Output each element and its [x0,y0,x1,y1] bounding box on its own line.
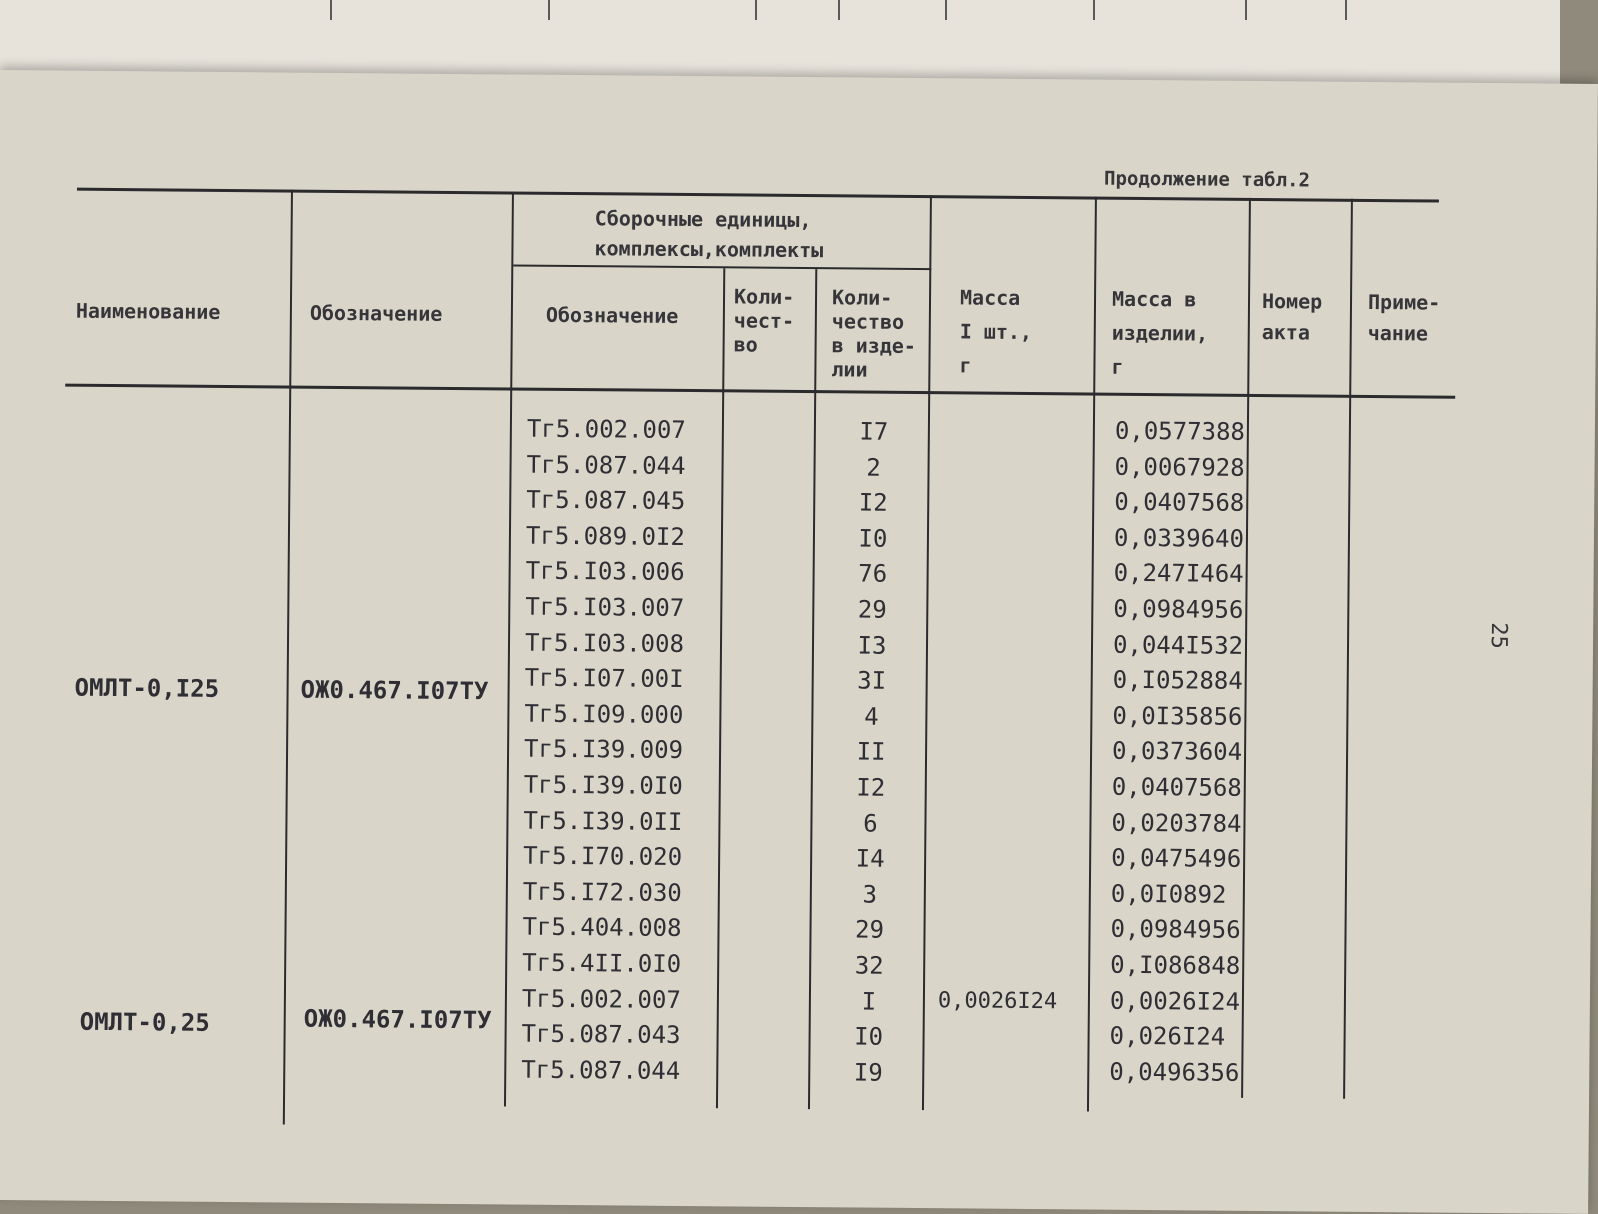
assembly-designation: Тг5.404.008 [522,912,682,943]
assembly-designation: Тг5.087.043 [521,1019,681,1050]
mass-in-product: 0,0339640 [1113,523,1245,553]
mass-in-product: 0,0475496 [1111,843,1242,873]
quantity-in-product-column [813,414,929,1091]
assembly-designation: Тг5.087.045 [526,485,686,516]
table-rule-tick [838,0,840,20]
item-name: ОМЛТ-0,25 [79,1007,210,1037]
mass-in-product: 0,026I24 [1109,1021,1226,1051]
quantity-in-product: I0 [858,524,888,553]
mass-in-product: 0,044I532 [1112,630,1244,660]
assembly-designation: Тг5.I07.00I [524,663,684,694]
assembly-designation: Тг5.002.007 [526,414,686,444]
assembly-designation: Тг5.I03.008 [524,628,685,658]
header-assembly-group: Сборочные единицы, комплексы,комплекты [594,206,824,263]
assembly-designation: Тг5.I03.006 [525,556,685,587]
mass-in-product: 0,0067928 [1114,452,1245,482]
mass-in-product: 0,0984956 [1113,594,1244,624]
table-rule-tick [1093,0,1095,20]
mass-in-product: 0,0026I24 [1109,986,1241,1016]
header-assembly-designation: Обозначение [545,302,679,328]
quantity-in-product: I2 [856,773,886,802]
mass-in-product: 0,0I0892 [1110,879,1227,909]
quantity-in-product: 4 [864,702,879,731]
quantity-in-product: I7 [859,417,889,446]
assembly-designation: Тг5.I70.020 [523,841,683,872]
page-number: 25 [1485,622,1511,649]
assembly-designation: Тг5.4II.0I0 [522,948,682,978]
quantity-in-product: I2 [858,488,888,517]
mass-in-product-column [1109,414,1245,1091]
mass-one-value: 0,0026I24 [937,988,1058,1015]
header-mass-one: Масса I шт., г [959,285,1033,378]
assembly-designation: Тг5.I03.007 [525,592,685,622]
assembly-designation: Тг5.087.044 [521,1055,681,1085]
assembly-designation: Тг5.I09.000 [524,699,684,729]
header-act-number: Номер акта [1261,289,1323,345]
column-divider [1087,197,1097,1112]
mass-in-product: 0,0373604 [1111,737,1243,767]
quantity-in-product: 3I [857,666,887,695]
mass-in-product: 0,0407568 [1111,772,1242,802]
quantity-in-product: I9 [853,1058,883,1087]
quantity-in-product: 76 [858,559,888,589]
table-rule-tick [548,0,550,20]
quantity-in-product: I [861,987,877,1016]
mass-in-product: 0,I086848 [1110,950,1241,980]
quantity-in-product: 29 [854,915,885,945]
mass-in-product: 0,I052884 [1112,665,1243,696]
document-page [0,70,1598,1214]
column-divider [1343,199,1353,1099]
header-mass-in-product: Масса в изделии, г [1111,286,1209,379]
assembly-designation: Тг5.I72.030 [522,877,682,907]
mass-in-product: 0,0984956 [1110,915,1241,945]
item-designation: ОЖ0.467.I07ТУ [303,1004,492,1035]
header-designation: Обозначение [309,300,443,326]
table-rule-tick [755,0,757,20]
table-rule-tick [1245,0,1247,20]
quantity-in-product: I3 [857,631,887,660]
quantity-in-product: 2 [866,453,881,482]
quantity-in-product: 29 [857,595,887,624]
mass-in-product: 0,247I464 [1113,559,1244,589]
quantity-in-product: I4 [855,844,885,873]
header-quantity: Коли- чест- во [733,284,795,357]
mass-in-product: 0,0496356 [1109,1057,1240,1087]
item-designation: ОЖ0.467.I07ТУ [300,675,489,706]
quantity-in-product: 3 [862,880,878,909]
quantity-in-product: 6 [863,809,878,838]
assembly-designation-column [521,412,717,1090]
assembly-designation: Тг5.I39.009 [523,734,684,765]
assembly-designation: Тг5.089.0I2 [525,521,686,551]
assembly-designation: Тг5.087.044 [526,450,686,480]
table-continuation-label: Продолжение табл.2 [1103,167,1311,192]
assembly-designation: Тг5.I39.0II [523,806,683,836]
mass-in-product: 0,0577388 [1114,416,1246,446]
column-divider [504,191,514,1106]
header-note: Приме- чание [1367,289,1441,346]
column-divider [716,268,725,1108]
table-rule-tick [945,0,947,20]
header-quantity-in-product: Коли- чество в изде- лии [831,285,917,382]
quantity-in-product: II [856,737,886,767]
table-rule-tick [330,0,332,20]
assembly-designation: Тг5.I39.0I0 [523,770,683,800]
mass-in-product: 0,0407568 [1114,487,1245,518]
mass-in-product: 0,0203784 [1111,808,1242,838]
table-rule-tick [1345,0,1347,20]
item-name: ОМЛТ-0,I25 [74,673,220,703]
column-divider [283,190,293,1125]
quantity-in-product: I0 [854,1022,884,1051]
quantity-in-product: 32 [854,951,884,980]
mass-in-product: 0,0I35856 [1112,701,1243,731]
header-name: Наименование [75,298,221,324]
assembly-designation: Тг5.002.007 [521,984,681,1014]
